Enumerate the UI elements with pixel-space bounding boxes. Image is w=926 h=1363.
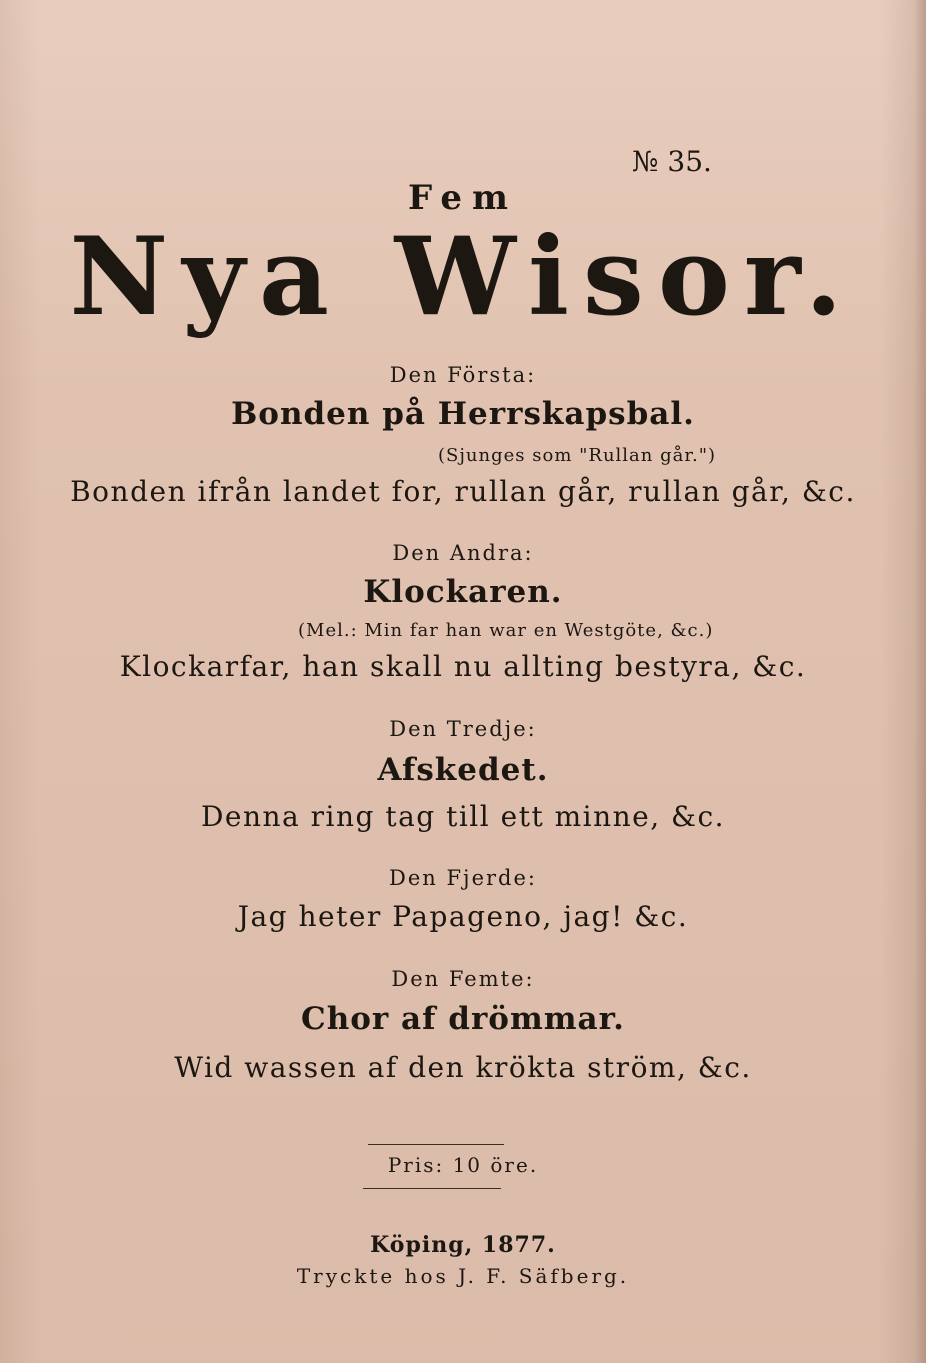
main-title: Nya Wisor.	[69, 214, 857, 340]
song-1-heading: Den Första:	[389, 363, 537, 387]
song-1-first-line: Bonden ifrån landet for, rullan går, rullan går, &c.	[70, 475, 856, 508]
pretitle: Fem	[408, 178, 518, 218]
song-2-melody: (Mel.: Min far han war en Westgöte, &c.)	[298, 620, 714, 641]
song-2-heading: Den Andra:	[392, 541, 534, 565]
song-2-first-line: Klockarfar, han skall nu allting bestyra, &c.	[119, 650, 807, 683]
song-3-heading: Den Tredje:	[389, 717, 537, 741]
song-4-heading: Den Fjerde:	[389, 866, 537, 890]
place-and-year: Köping, 1877.	[370, 1232, 556, 1258]
song-4-first-line: Jag heter Papageno, jag! &c.	[237, 900, 689, 933]
song-3-first-line: Denna ring tag till ett minne, &c.	[200, 800, 726, 833]
price-rule-bottom	[363, 1188, 501, 1189]
printer-credit: Tryckte hos J. F. Säfberg.	[296, 1264, 630, 1288]
issue-number: № 35.	[632, 145, 712, 178]
song-5-first-line: Wid wassen af den krökta ström, &c.	[174, 1051, 752, 1084]
song-5-title: Chor af drömmar.	[301, 1001, 625, 1037]
song-2-title: Klockaren.	[363, 574, 563, 610]
song-1-title: Bonden på Herrskapsbal.	[231, 396, 695, 432]
song-3-title: Afskedet.	[377, 752, 549, 788]
song-1-melody: (Sjunges som "Rullan går.")	[438, 445, 717, 466]
price: Pris: 10 öre.	[387, 1153, 539, 1177]
song-5-heading: Den Femte:	[391, 967, 535, 991]
price-rule-top	[368, 1144, 504, 1145]
